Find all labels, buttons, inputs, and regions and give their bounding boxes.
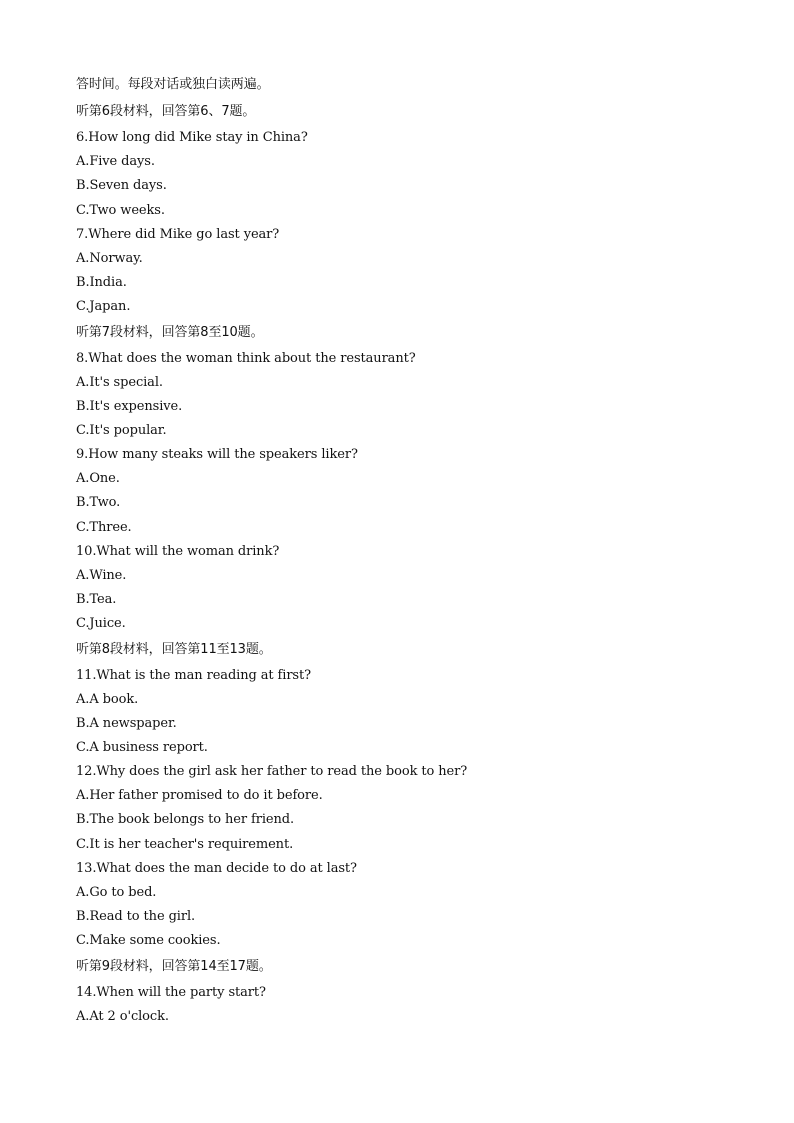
- option-13a: A.Go to bed.: [76, 885, 157, 900]
- instruction-text: 答时间。每段对话或独白读两遍。: [76, 77, 270, 92]
- option-12b: B.The book belongs to her friend.: [76, 812, 295, 827]
- question-10: 10.What will the woman drink?: [76, 544, 280, 559]
- option-7a: A.Norway.: [76, 251, 143, 266]
- option-14a: A.At 2 o'clock.: [76, 1009, 169, 1024]
- section-header: 听第6段材料，回答第6、7题。: [76, 104, 256, 119]
- option-7c: C.Japan.: [76, 299, 131, 314]
- option-12a: A.Her father promised to do it before.: [76, 788, 323, 803]
- question-14: 14.When will the party start?: [76, 985, 266, 1000]
- section-header: 听第8段材料，回答第11至13题。: [76, 642, 272, 657]
- option-8c: C.It's popular.: [76, 423, 167, 438]
- option-6c: C.Two weeks.: [76, 203, 165, 218]
- option-12c: C.It is her teacher's requirement.: [76, 837, 294, 852]
- option-9b: B.Two.: [76, 495, 121, 510]
- option-11a: A.A book.: [76, 692, 139, 707]
- option-8b: B.It's expensive.: [76, 399, 183, 414]
- option-8a: A.It's special.: [76, 375, 163, 390]
- option-6a: A.Five days.: [76, 154, 155, 169]
- question-11: 11.What is the man reading at first?: [76, 668, 312, 683]
- question-12: 12.Why does the girl ask her father to read the book to her?: [76, 764, 468, 779]
- option-10a: A.Wine.: [76, 568, 127, 583]
- option-13c: C.Make some cookies.: [76, 933, 221, 948]
- option-13b: B.Read to the girl.: [76, 909, 196, 924]
- option-10c: C.Juice.: [76, 616, 126, 631]
- option-10b: B.Tea.: [76, 592, 117, 607]
- option-9c: C.Three.: [76, 520, 132, 535]
- option-11b: B.A newspaper.: [76, 716, 177, 731]
- question-13: 13.What does the man decide to do at last?: [76, 861, 357, 876]
- option-7b: B.India.: [76, 275, 127, 290]
- section-header: 听第7段材料，回答第8至10题。: [76, 325, 264, 340]
- option-9a: A.One.: [76, 471, 120, 486]
- option-6b: B.Seven days.: [76, 178, 167, 193]
- question-7: 7.Where did Mike go last year?: [76, 227, 280, 242]
- question-6: 6.How long did Mike stay in China?: [76, 130, 308, 145]
- question-8: 8.What does the woman think about the restaurant?: [76, 351, 416, 366]
- question-9: 9.How many steaks will the speakers liker?: [76, 447, 358, 462]
- section-header: 听第9段材料，回答第14至17题。: [76, 959, 272, 974]
- option-11c: C.A business report.: [76, 740, 208, 755]
